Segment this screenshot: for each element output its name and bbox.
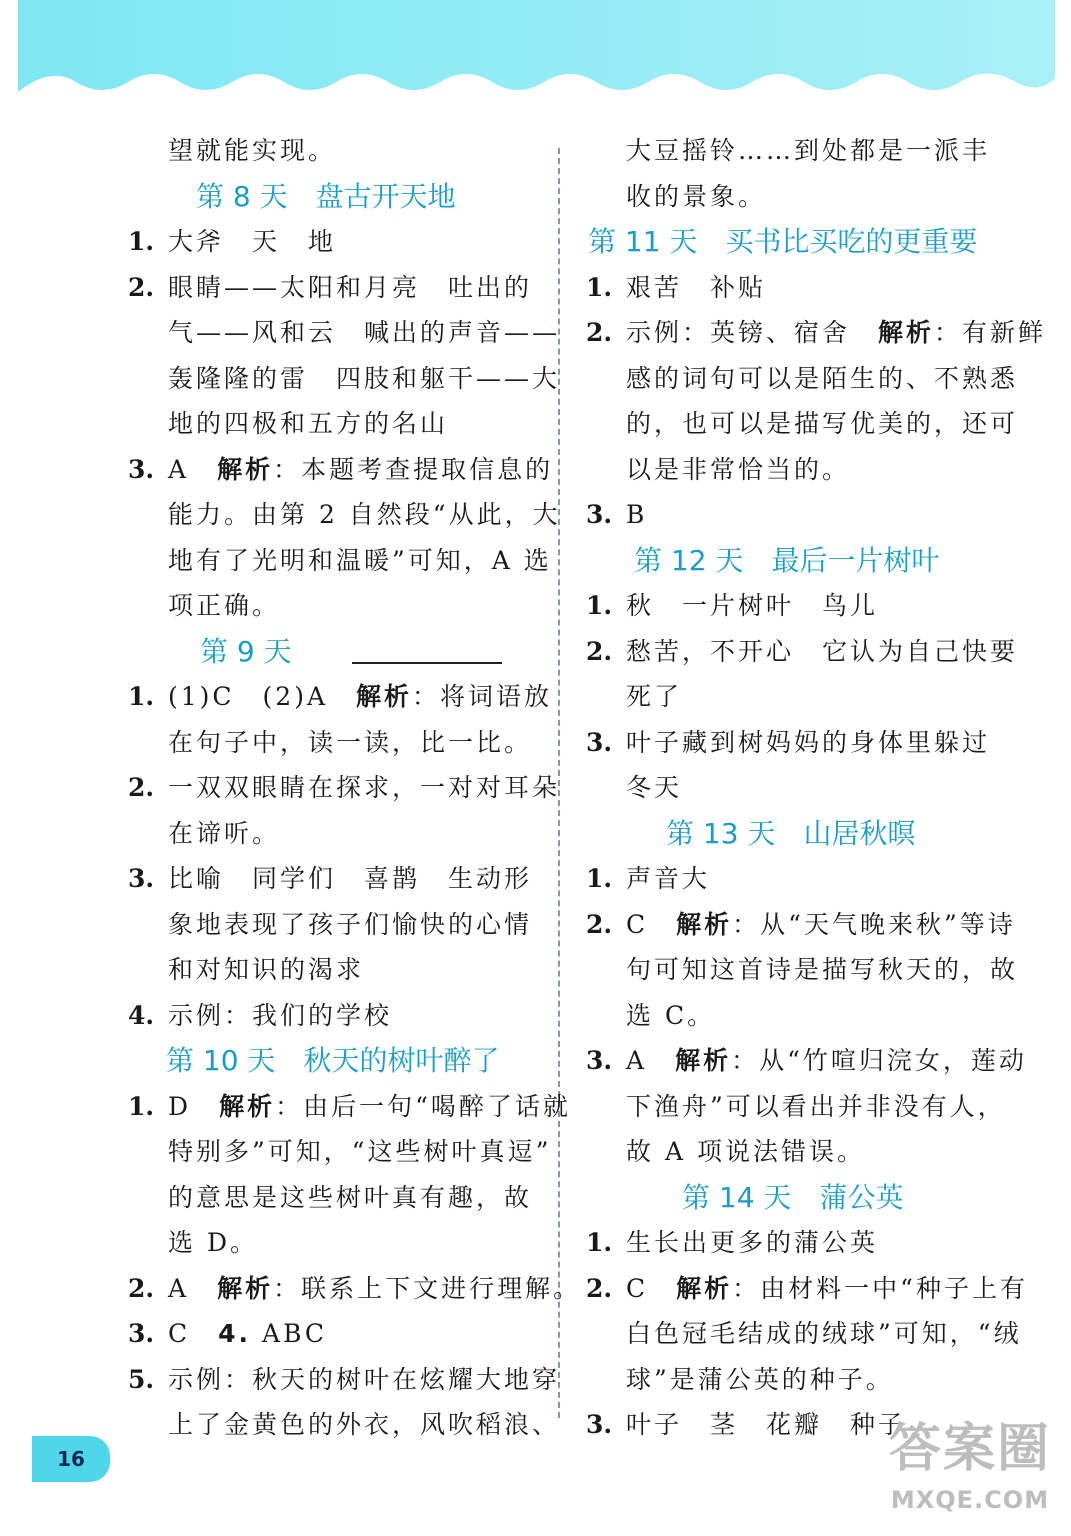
text-line: 以是非常恰当的。	[626, 454, 851, 484]
text-line: 地有了光明和温暖”可知，A 选	[168, 545, 552, 575]
text-line: 白色冠毛结成的绒球”可知，“绒	[626, 1319, 1022, 1348]
text-line: 故 A 项说法错误。	[626, 1137, 865, 1166]
text-line: 大豆摇铃……到处都是一派丰	[626, 136, 991, 165]
section-heading-day8: 第 8 天 盘古开天地	[196, 179, 456, 213]
title-blank-line	[352, 662, 502, 664]
answer-item: 3. 叶子 茎 花瓣 种子	[586, 1410, 907, 1439]
answer-item: 1. 大斧 天 地	[128, 227, 337, 256]
answer-item: 1. (1)C (2)A 解析：将词语放	[128, 682, 553, 711]
answer-item: 2. 愁苦，不开心 它认为自己快要	[586, 636, 1019, 666]
section-heading-day10: 第 10 天 秋天的树叶醉了	[166, 1044, 500, 1077]
section-heading-day12: 第 12 天 最后一片树叶	[634, 543, 940, 577]
answer-item: 1. D 解析：由后一句“喝醉了话就	[128, 1091, 571, 1121]
section-heading-day9: 第 9 天	[128, 629, 548, 675]
text-line: 和对知识的渴求	[168, 955, 365, 984]
text-line: 上了金黄色的外衣，风吹稻浪、	[168, 1410, 561, 1439]
answer-item: 3. A 解析：从“竹喧归浣女，莲动	[586, 1046, 1027, 1075]
answer-item: 2. 一双双眼睛在探求，一对对耳朵	[128, 773, 561, 802]
text-line: 轰隆隆的雷 四肢和躯干——大	[168, 363, 561, 393]
header-wave-banner	[0, 0, 1071, 112]
text-line: 地的四极和五方的名山	[168, 409, 449, 438]
answer-item: 2. C 解析：由材料一中“种子上有	[586, 1273, 1028, 1303]
answer-item: 2. 示例：英镑、宿舍 解析：有新鲜	[586, 318, 1047, 347]
answer-item: 2. A 解析：联系上下文进行理解。	[128, 1273, 582, 1303]
answer-item: 4. 示例：我们的学校	[128, 1000, 393, 1030]
text-line: 收的景象。	[626, 181, 767, 211]
text-line: 能力。由第 2 自然段“从此，大	[168, 500, 561, 529]
answer-item: 3. B	[586, 500, 648, 529]
answer-item: 1. 秋 一片树叶 鸟儿	[586, 591, 879, 620]
text-line: 的，也可以是描写优美的，还可	[626, 409, 1019, 438]
answer-item: 2. 眼睛——太阳和月亮 吐出的	[128, 272, 533, 302]
answer-item: 5. 示例：秋天的树叶在炫耀大地穿	[128, 1364, 561, 1394]
right-column	[586, 128, 1047, 1448]
answer-item: 2. C 解析：从“天气晚来秋”等诗	[586, 909, 1016, 939]
answer-item: 3. A 解析：本题考查提取信息的	[128, 454, 554, 484]
text-line: 望就能实现。	[168, 136, 337, 165]
text-line: 选 D。	[168, 1228, 258, 1257]
answer-item: 1. 生长出更多的蒲公英	[586, 1228, 879, 1257]
text-line: 死了	[626, 682, 683, 711]
left-column	[128, 128, 582, 1448]
text-line: 气——风和云 喊出的声音——	[168, 318, 561, 347]
text-line: 特别多”可知，“这些树叶真逗”	[168, 1137, 552, 1166]
text-line: 的意思是这些树叶真有趣，故	[168, 1182, 533, 1212]
answer-item: 1. 艰苦 补贴	[586, 272, 767, 302]
text-line: 感的词句可以是陌生的、不熟悉	[626, 363, 1019, 393]
page-number-badge: 16	[32, 1436, 110, 1482]
answer-item: 3. C 4. ABC	[128, 1319, 328, 1348]
section-heading-day14: 第 14 天 蒲公英	[682, 1180, 904, 1214]
answer-item: 3. 叶子藏到树妈妈的身体里躲过	[586, 727, 991, 757]
section-heading-day13: 第 13 天 山居秋暝	[666, 816, 916, 850]
answer-item: 3. 比喻 同学们 喜鹊 生动形	[128, 864, 533, 893]
answer-item: 1. 声音大	[586, 864, 711, 893]
section-heading-day11: 第 11 天 买书比买吃的更重要	[588, 225, 978, 258]
text-line: 项正确。	[168, 591, 281, 620]
text-line: 象地表现了孩子们愉快的心情	[168, 909, 533, 939]
text-line: 在谛听。	[168, 818, 281, 848]
text-line: 选 C。	[626, 1000, 716, 1030]
text-line: 下渔舟”可以看出并非没有人，	[626, 1091, 1006, 1121]
text-line: 句可知这首诗是描写秋天的，故	[626, 955, 1019, 984]
text-line: 冬天	[626, 773, 683, 802]
text-line: 球”是蒲公英的种子。	[626, 1364, 894, 1394]
text-line: 在句子中，读一读，比一比。	[168, 727, 533, 757]
watermark-logo: 答案圈 MXQE.COM	[888, 1419, 1051, 1514]
